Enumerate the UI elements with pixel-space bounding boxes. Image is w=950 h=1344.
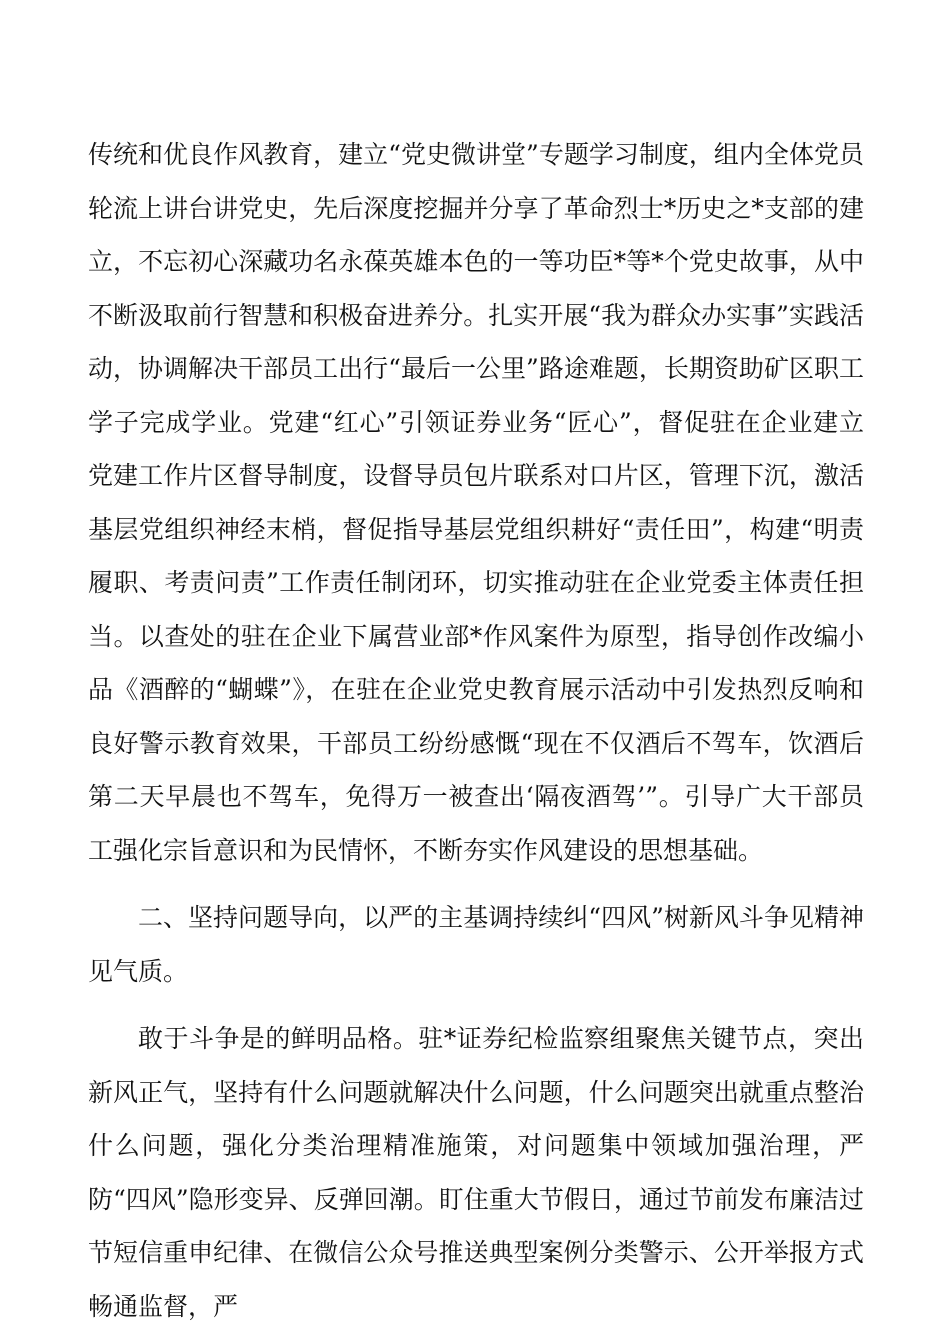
section-heading: 二、坚持问题导向，以严的主基调持续纠“四风”树新风斗争见精神见气质。 [88,903,864,986]
paragraph-continuation: 传统和优良作风教育，建立“党史微讲堂”专题学习制度，组内全体党员轮流上讲台讲党史，先后深度挖掘并分享了革命烈士*历史之*支部的建立，不忘初心深藏功名永葆英雄本色的一等功臣*等*个党史故事，从中不断汲取前行智慧和积极奋进养分。扎实开展“我为群众办实事”实践活动，协调解决干部员工出行“最后一公里”路途难题，长期资助矿区职工学子完成学业。党建“红心”引领证券业务“匠心”，督促驻在企业建立党建工作片区督导制度，设督导员包片联系对口片区，管理下沉，激活基层党组织神经末梢，督促指导基层党组织耕好“责任田”，构建“明责履职、考责问责”工作责任制闭环，切实推动驻在企业党委主体责任担当。以查处的驻在企业下属营业部*作风案件为原型，指导创作改编小品《酒醉的“蝴蝶”》，在驻在企业党史教育展示活动中引发热烈反响和良好警示教育效果，干部员工纷纷感慨“现在不仅酒后不驾车，饮酒后第二天早晨也不驾车，免得万一被查出‘隔夜酒驾’”。引导广大干部员工强化宗旨意识和为民情怀，不断夯实作风建设的思想基础。 [88,140,864,865]
document-body [88,128,864,1333]
paragraph: 敢于斗争是的鲜明品格。驻*证券纪检监察组聚焦关键节点，突出新风正气，坚持有什么问题就解决什么问题，什么问题突出就重点整治什么问题，强化分类治理精准施策，对问题集中领域加强治理，严防“四风”隐形变异、反弹回潮。盯住重大节假日，通过节前发布廉洁过节短信重申纪律、在微信公众号推送典型案例分类警示、公开举报方式畅通监督，严 [88,1024,864,1321]
